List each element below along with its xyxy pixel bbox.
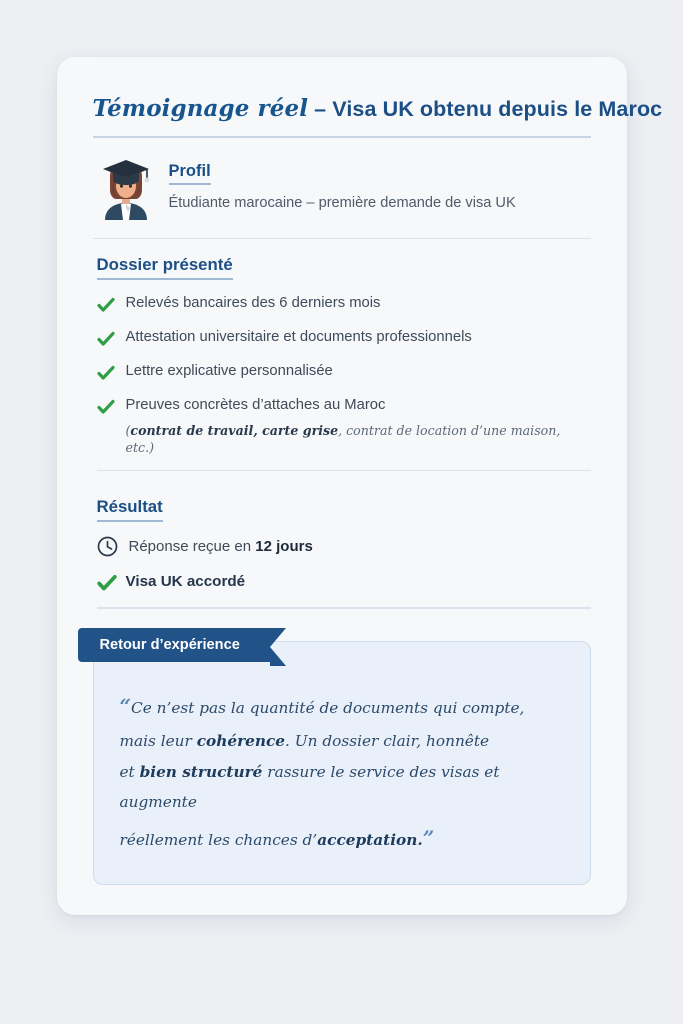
result-section: [93, 481, 591, 619]
profile-description: Étudiante marocaine – première demande de visa UK: [168, 195, 516, 211]
list-item: [97, 362, 591, 382]
page-title-rest: – Visa UK obtenu depuis le Maroc: [308, 97, 663, 121]
profile-text: [169, 158, 516, 211]
quote-line-text: Ce n’est pas la quantité de documents qui compte,: [131, 698, 525, 717]
quote-line-strong: bien structuré: [139, 762, 263, 781]
list-item-label: Relevés bancaires des 6 derniers mois: [125, 295, 381, 311]
feedback-quote: [120, 686, 564, 858]
quote-line-text: et: [119, 762, 140, 781]
clock-icon: [97, 536, 118, 557]
profile-label: Profil: [169, 162, 211, 185]
dossier-section: [93, 239, 591, 481]
quote-line-text: réellement les chances d’: [119, 830, 318, 849]
dossier-title: Dossier présenté: [97, 255, 233, 280]
graduate-student-avatar-icon: [97, 158, 155, 220]
note-prefix: (: [125, 422, 131, 438]
dossier-list: [97, 294, 591, 456]
quote-line: [120, 757, 564, 818]
quote-open-mark: “: [119, 693, 132, 718]
note-rest: , contrat de location d’une maison, etc.): [125, 422, 561, 455]
quote-line: [120, 686, 564, 726]
quote-line: [120, 726, 564, 757]
check-icon: [97, 364, 115, 382]
check-icon: [97, 573, 115, 591]
feedback-box: [93, 636, 591, 885]
list-item: [97, 396, 591, 456]
note-strong: contrat de travail, carte grise: [130, 422, 339, 438]
feedback-ribbon-label: Retour d’expérience: [78, 628, 270, 662]
list-item: [97, 294, 591, 314]
check-icon: [97, 398, 115, 416]
page-title-emphasis: Témoignage réel: [92, 95, 309, 122]
quote-close-mark: ”: [422, 825, 435, 850]
divider: [97, 607, 591, 609]
check-icon: [97, 330, 115, 348]
quote-line-text-2: rassure le service des visas et augmente: [119, 762, 500, 812]
result-text-strong: 12 jours: [255, 538, 313, 556]
quote-line-text: mais leur: [119, 731, 197, 750]
quote-line: [120, 818, 564, 858]
profile-section: [93, 138, 591, 239]
result-text-before: Réponse reçue en: [128, 538, 256, 556]
page-title: [92, 95, 663, 122]
result-row-visa-granted: [97, 571, 591, 591]
page-title-wrapper: [92, 95, 663, 138]
quote-line-strong: cohérence: [196, 731, 286, 750]
quote-line-text-2: . Un dossier clair, honnête: [285, 731, 490, 750]
list-item-label: Attestation universitaire et documents professionnels: [125, 329, 472, 345]
result-row-response-time: [97, 536, 591, 557]
result-row-label: Visa UK accordé: [125, 572, 246, 590]
quote-line-strong: acceptation.: [317, 830, 423, 849]
divider: [97, 470, 591, 472]
list-item: [97, 328, 591, 348]
list-item-label-group: [126, 396, 591, 456]
list-item-label: Lettre explicative personnalisée: [125, 363, 333, 379]
result-title: Résultat: [97, 497, 163, 522]
result-row-label: [129, 538, 313, 555]
check-icon: [97, 296, 115, 314]
list-item-label: Preuves concrètes d’attaches au Maroc: [125, 397, 386, 413]
testimonial-card: [57, 57, 663, 915]
list-item-note: [126, 422, 591, 456]
